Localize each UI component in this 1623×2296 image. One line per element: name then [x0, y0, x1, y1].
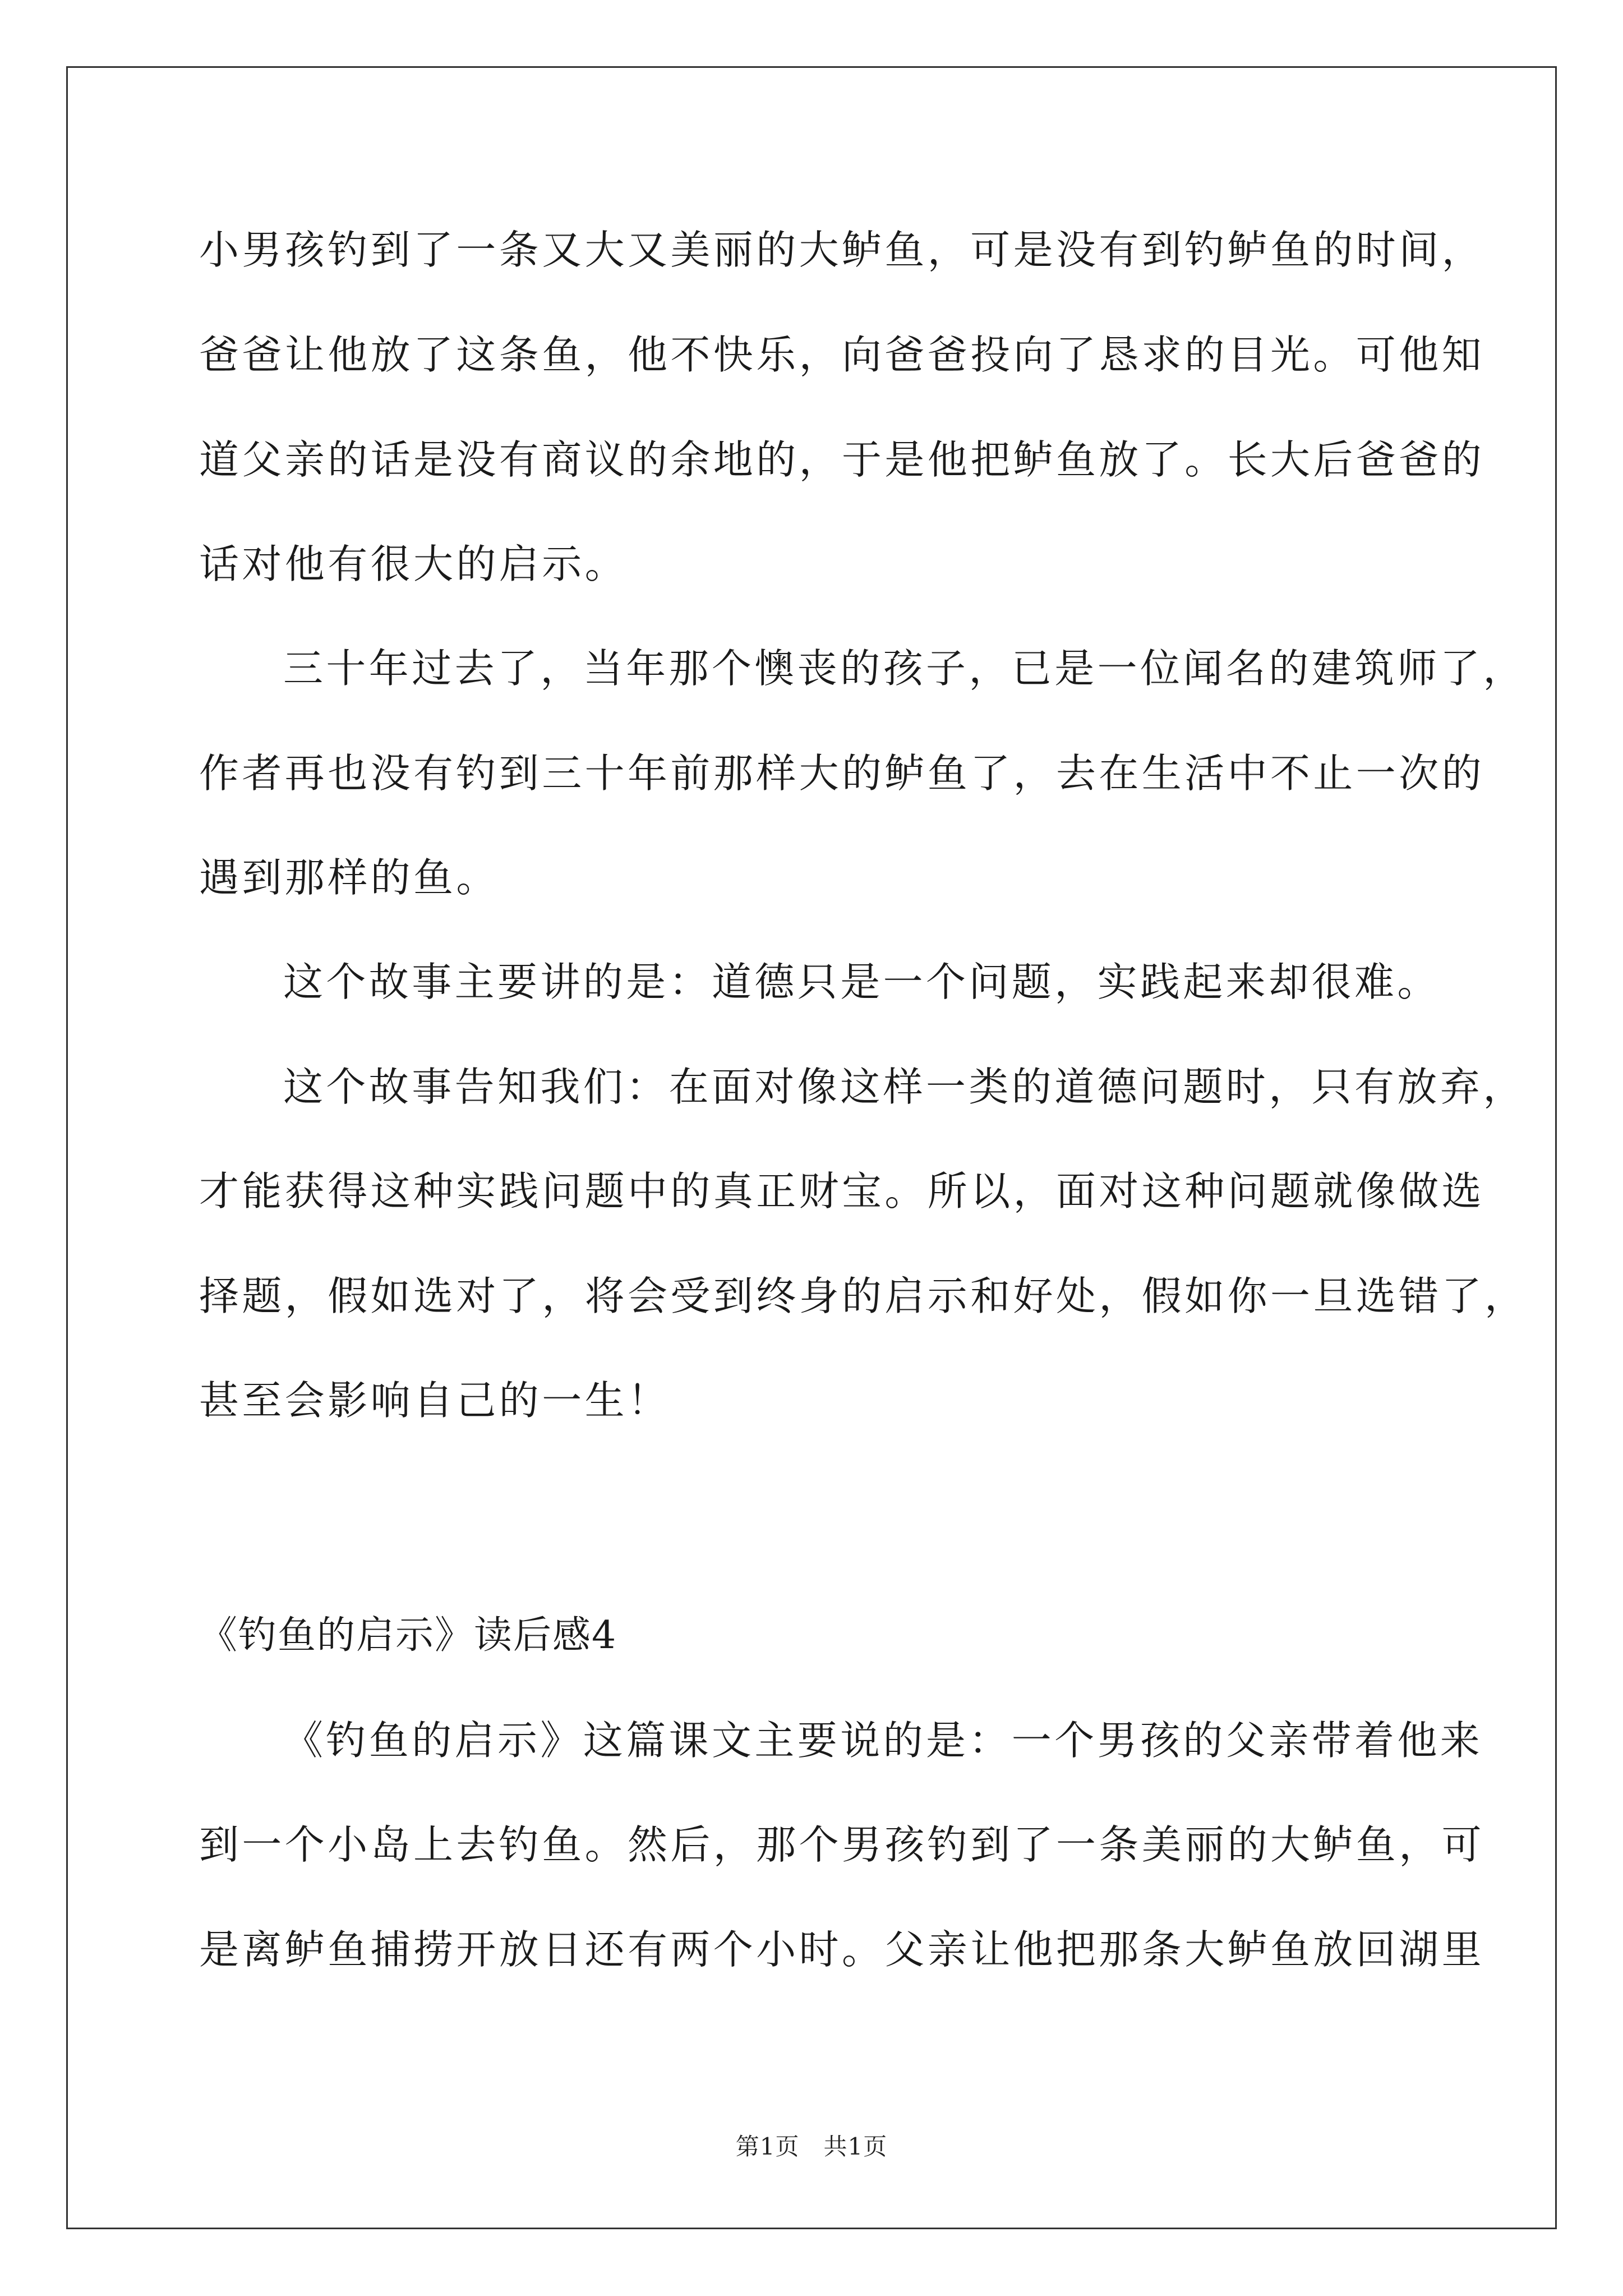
text-line: 作者再也没有钓到三十年前那样大的鲈鱼了，去在生活中不止一次的 — [199, 750, 1485, 797]
text-line: 到一个小岛上去钓鱼。然后，那个男孩钓到了一条美丽的大鲈鱼，可 — [199, 1821, 1485, 1868]
text-line: 三十年过去了，当年那个懊丧的孩子，已是一位闻名的建筑师了， — [283, 645, 1526, 692]
text-line: 这个故事主要讲的是：道德只是一个问题，实践起来却很难。 — [283, 959, 1440, 1005]
page-number-label: 第1页 共1页 — [735, 2133, 888, 2160]
text-line: 这个故事告知我们：在面对像这样一类的道德问题时，只有放弃， — [283, 1064, 1526, 1110]
text-line: 爸爸让他放了这条鱼，他不快乐，向爸爸投向了恳求的目光。可他知 — [199, 332, 1485, 378]
text-line: 话对他有很大的启示。 — [199, 541, 628, 587]
text-line: 是离鲈鱼捕捞开放日还有两个小时。父亲让他把那条大鲈鱼放回湖里 — [199, 1926, 1485, 1973]
text-line: 《钓鱼的启示》这篇课文主要说的是：一个男孩的父亲带着他来 — [283, 1717, 1483, 1764]
section-heading: 《钓鱼的启示》读后感4 — [199, 1613, 617, 1658]
page-border — [66, 66, 1557, 2229]
text-line: 择题，假如选对了，将会受到终身的启示和好处，假如你一旦选错了， — [199, 1273, 1528, 1319]
text-line: 才能获得这种实践问题中的真正财宝。所以，面对这种问题就像做选 — [199, 1168, 1485, 1214]
text-line: 小男孩钓到了一条又大又美丽的大鲈鱼，可是没有到钓鲈鱼的时间， — [199, 227, 1485, 273]
text-line: 道父亲的话是没有商议的余地的，于是他把鲈鱼放了。长大后爸爸的 — [199, 436, 1485, 483]
page-footer — [0, 2133, 1623, 2161]
text-line: 遇到那样的鱼。 — [199, 854, 499, 901]
text-line: 甚至会影响自己的一生！ — [199, 1377, 671, 1424]
